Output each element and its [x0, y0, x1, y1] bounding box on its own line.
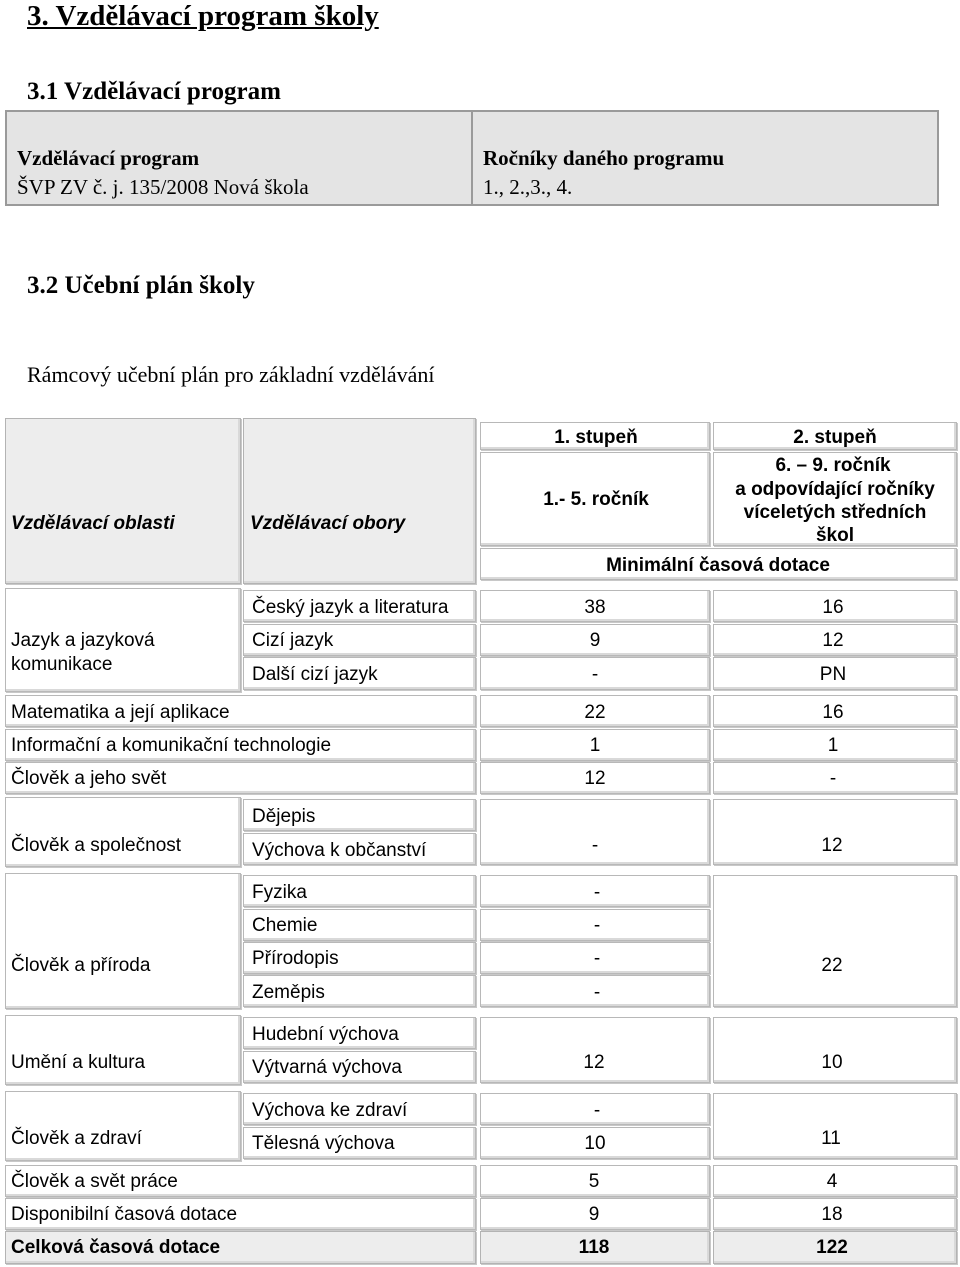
stage2-label: 2. stupeň — [793, 427, 877, 448]
page-title: 3. Vzdělávací program školy — [27, 0, 379, 32]
value-stage1: 1 — [589, 735, 601, 756]
total-stage2: 122 — [816, 1237, 848, 1258]
grades1-label: 1.- 5. ročník — [543, 489, 649, 510]
value-stage2: 12 — [821, 835, 843, 856]
area-celkova-dotace: Celková časová dotace — [11, 1237, 221, 1258]
value-cell — [713, 1093, 957, 1159]
value-stage2: 16 — [822, 702, 844, 723]
field-hudebni-vychova: Hudební výchova — [252, 1024, 399, 1045]
value-stage2: 11 — [821, 1128, 841, 1149]
field-dejepis: Dějepis — [252, 806, 316, 827]
area-svet-prace: Člověk a svět práce — [11, 1171, 178, 1192]
field-vychova-obcanstvi: Výchova k občanství — [252, 840, 427, 861]
header-fields: Vzdělávací obory — [250, 513, 406, 534]
area-clovek-priroda: Člověk a příroda — [11, 955, 151, 976]
value-stage2: - — [829, 768, 837, 789]
value-stage2: 1 — [827, 735, 839, 756]
area-clovek-zdravi: Člověk a zdraví — [11, 1128, 142, 1149]
header-areas: Vzdělávací oblasti — [11, 513, 175, 534]
field-cesky-jazyk: Český jazyk a literatura — [252, 597, 449, 618]
value-stage2: 10 — [821, 1052, 843, 1073]
value-stage1: - — [593, 915, 601, 936]
area-clovek-spolecnost: Člověk a společnost — [11, 835, 182, 856]
value-stage1: 10 — [584, 1133, 606, 1154]
grades2-line2: a odpovídající ročníky — [735, 479, 935, 500]
section-heading-plan: 3.2 Učební plán školy — [27, 272, 255, 299]
section-heading-program: 3.1 Vzdělávací program — [27, 78, 281, 105]
value-stage1: 9 — [589, 630, 601, 651]
value-stage1: 5 — [588, 1171, 600, 1192]
area-cell — [5, 1015, 241, 1085]
value-cell — [713, 1017, 957, 1083]
area-clovek-svet: Člověk a jeho svět — [11, 768, 167, 789]
plan-subtitle: Rámcový učební plán pro základní vzdělávání — [27, 362, 435, 387]
area-cell — [5, 1091, 241, 1161]
area-matematika: Matematika a její aplikace — [11, 702, 230, 723]
value-stage1: - — [593, 948, 601, 969]
value-stage2: 4 — [826, 1171, 838, 1192]
value-stage1: - — [593, 882, 601, 903]
value-stage1: - — [593, 1100, 601, 1121]
value-stage2: 16 — [822, 597, 844, 618]
value-stage2: 12 — [822, 630, 844, 651]
value-stage1: 9 — [588, 1204, 600, 1225]
area-cell — [5, 797, 241, 867]
grades-header: Ročníky daného programu — [483, 146, 725, 170]
value-stage2: PN — [819, 664, 847, 685]
value-stage2: 18 — [821, 1204, 843, 1225]
area-umeni-kultura: Umění a kultura — [11, 1052, 146, 1073]
header-fields-cell — [243, 418, 476, 584]
value-cell — [480, 1017, 710, 1083]
area-cell — [5, 873, 241, 1009]
field-telesna-vychova: Tělesná výchova — [252, 1133, 395, 1154]
value-cell — [713, 875, 957, 1007]
value-stage1: 38 — [584, 597, 606, 618]
field-dalsi-cizi-jazyk: Další cizí jazyk — [252, 664, 378, 685]
grades-value: 1., 2.,3., 4. — [483, 175, 573, 199]
value-stage1: 22 — [584, 702, 606, 723]
program-value: ŠVP ZV č. j. 135/2008 Nová škola — [17, 175, 309, 199]
value-stage1: 12 — [583, 1052, 605, 1073]
area-ikt: Informační a komunikační technologie — [11, 735, 332, 756]
field-vytvarna-vychova: Výtvarná výchova — [252, 1057, 402, 1078]
header-areas-cell — [5, 418, 241, 584]
area-jazyk-line2: komunikace — [11, 654, 113, 675]
grades2-line3: víceletých středních — [743, 502, 927, 523]
field-prirodopis: Přírodopis — [252, 948, 339, 969]
value-stage1: - — [591, 664, 599, 685]
field-chemie: Chemie — [252, 915, 318, 936]
value-stage2: 22 — [821, 955, 843, 976]
grades2-line1: 6. – 9. ročník — [775, 455, 891, 476]
field-zemepis: Zeměpis — [252, 982, 325, 1003]
value-stage1: - — [593, 982, 601, 1003]
field-fyzika: Fyzika — [252, 882, 307, 903]
area-disponibilni: Disponibilní časová dotace — [11, 1204, 238, 1225]
value-stage1: 12 — [584, 768, 606, 789]
field-cizi-jazyk: Cizí jazyk — [252, 630, 334, 651]
field-vychova-ke-zdravi: Výchova ke zdraví — [252, 1100, 408, 1121]
grades2-line4: škol — [815, 525, 855, 546]
stage1-label: 1. stupeň — [554, 427, 638, 448]
value-stage1: - — [591, 835, 599, 856]
program-header: Vzdělávací program — [17, 146, 200, 170]
total-stage1: 118 — [578, 1237, 610, 1258]
area-jazyk-line1: Jazyk a jazyková — [11, 630, 155, 651]
min-time-label: Minimální časová dotace — [606, 555, 830, 576]
